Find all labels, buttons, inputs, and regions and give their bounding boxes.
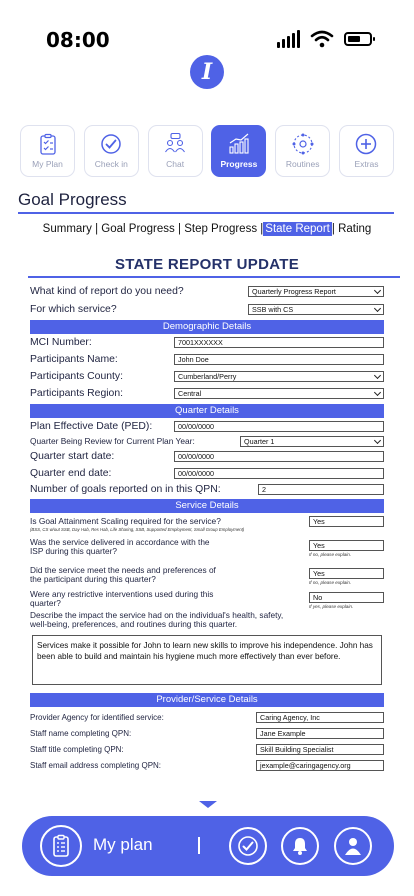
participant-name-row bbox=[30, 351, 384, 368]
tab-chat[interactable] bbox=[148, 125, 203, 177]
staff-title-label: Staff title completing QPN: bbox=[30, 744, 124, 754]
provider-band: Provider/Service Details bbox=[30, 693, 384, 707]
impact-label-line-2: well-being, preferences, and routines during this quarter. bbox=[30, 619, 238, 629]
quarter-review-select[interactable]: Quarter 1 bbox=[240, 436, 384, 447]
tab-check-in[interactable] bbox=[84, 125, 139, 177]
mci-label: MCI Number: bbox=[30, 337, 92, 348]
battery-icon bbox=[344, 32, 372, 46]
service-label: For which service? bbox=[30, 303, 117, 315]
nav-tabs bbox=[20, 125, 394, 177]
gas-row bbox=[30, 513, 384, 537]
quarter-end-field[interactable]: 00/00/0000 bbox=[174, 468, 384, 479]
clipboard-check-icon bbox=[36, 132, 60, 156]
checkmark-circle-icon bbox=[99, 132, 123, 156]
bar-chart-icon bbox=[227, 132, 251, 156]
logo-glyph: I bbox=[201, 59, 213, 85]
status-bar bbox=[0, 0, 414, 60]
participant-name-field[interactable]: John Doe bbox=[174, 354, 384, 365]
tab-extras[interactable] bbox=[339, 125, 394, 177]
tab-label-extras: Extras bbox=[354, 159, 379, 169]
report-kind-row bbox=[30, 283, 384, 300]
scroll-down-arrow-icon[interactable] bbox=[199, 801, 217, 808]
needs-label-line-2: the participant during this quarter? bbox=[30, 574, 156, 584]
tab-label-routines: Routines bbox=[285, 159, 320, 169]
subnav-rating[interactable]: Rating bbox=[338, 223, 372, 235]
needs-label bbox=[30, 566, 216, 584]
restrictive-field-group bbox=[309, 590, 384, 609]
subnav-goal-progress[interactable]: Goal Progress bbox=[101, 223, 175, 235]
isp-label bbox=[30, 538, 210, 556]
signal-icon bbox=[277, 30, 300, 48]
staff-title-field[interactable]: Skill Building Specialist bbox=[256, 744, 384, 755]
mci-row bbox=[30, 334, 384, 351]
heading-divider bbox=[28, 276, 400, 278]
report-kind-select[interactable]: Quarterly Progress Report bbox=[248, 286, 384, 297]
subnav-separator: | bbox=[260, 223, 264, 235]
quarter-start-row bbox=[30, 448, 384, 465]
subnav-summary[interactable]: Summary bbox=[42, 223, 92, 235]
agency-row bbox=[30, 709, 384, 725]
goals-count-field[interactable]: 2 bbox=[258, 484, 384, 495]
ped-field[interactable]: 00/00/0000 bbox=[174, 421, 384, 432]
chat-people-icon bbox=[163, 132, 187, 156]
subnav-separator: | bbox=[95, 223, 99, 235]
isp-label-line-1: Was the service delivered in accordance with the bbox=[30, 537, 210, 547]
tab-label-chat: Chat bbox=[166, 159, 185, 169]
quarter-end-label: Quarter end date: bbox=[30, 467, 112, 479]
quarter-start-label: Quarter start date: bbox=[30, 451, 115, 462]
needs-field-group bbox=[309, 566, 384, 585]
quarter-band: Quarter Details bbox=[30, 404, 384, 418]
quarter-review-label: Quarter Being Review for Current Plan Year: bbox=[30, 436, 195, 446]
report-kind-label: What kind of report do you need? bbox=[30, 286, 184, 297]
impact-textarea[interactable]: Services make it possible for John to learn new skills to improve his independence. John has been able to build and maintain his hygiene much more effectively than ever before. bbox=[32, 635, 382, 685]
status-time: 08:00 bbox=[46, 28, 110, 52]
needs-label-line-1: Did the service meet the needs and preferences of bbox=[30, 565, 216, 575]
app-logo bbox=[190, 55, 224, 89]
staff-title-row bbox=[30, 741, 384, 757]
staff-name-label: Staff name completing QPN: bbox=[30, 728, 132, 738]
subnav-step-progress[interactable]: Step Progress bbox=[184, 223, 258, 235]
restrictive-hint: If yes, please explain. bbox=[309, 604, 354, 609]
staff-name-row bbox=[30, 725, 384, 741]
mci-field[interactable]: 7001XXXXXX bbox=[174, 337, 384, 348]
region-row bbox=[30, 385, 384, 402]
bottom-bar-divider bbox=[198, 837, 200, 854]
checkmark-circle-icon[interactable] bbox=[229, 827, 267, 865]
county-row bbox=[30, 368, 384, 385]
restrictive-row bbox=[30, 589, 384, 609]
restrictive-field[interactable]: No bbox=[309, 592, 384, 603]
county-select[interactable]: Cumberland/Perry bbox=[174, 371, 384, 382]
staff-email-field[interactable]: jexample@caringagency.org bbox=[256, 760, 384, 771]
tab-routines[interactable] bbox=[275, 125, 330, 177]
ped-row bbox=[30, 418, 384, 434]
service-select[interactable]: SSB with CS bbox=[248, 304, 384, 315]
status-icons bbox=[277, 30, 372, 48]
tab-label-my-plan: My Plan bbox=[32, 159, 63, 169]
agency-field[interactable]: Caring Agency, Inc bbox=[256, 712, 384, 723]
agency-label: Provider Agency for identified service: bbox=[30, 712, 164, 722]
region-select[interactable]: Central bbox=[174, 388, 384, 399]
demographic-band: Demographic Details bbox=[30, 320, 384, 334]
state-report-form bbox=[30, 283, 384, 773]
bottom-bar bbox=[22, 816, 394, 876]
needs-hint: If no, please explain. bbox=[309, 580, 352, 585]
impact-label bbox=[30, 609, 384, 635]
tab-label-check-in: Check in bbox=[94, 159, 128, 169]
subnav-state-report[interactable]: State Report bbox=[265, 223, 330, 235]
bell-icon[interactable] bbox=[281, 827, 319, 865]
restrictive-label-line-1: Were any restrictive interventions used during this bbox=[30, 589, 214, 599]
plus-circle-icon bbox=[354, 132, 378, 156]
subnav-separator: | bbox=[178, 223, 181, 235]
gas-field[interactable]: Yes bbox=[309, 516, 384, 527]
gas-label: Is Goal Attainment Scaling required for the service? bbox=[30, 516, 221, 526]
isp-row bbox=[30, 537, 384, 565]
title-divider bbox=[18, 212, 394, 214]
isp-field[interactable]: Yes bbox=[309, 540, 384, 551]
quarter-end-row bbox=[30, 465, 384, 481]
user-icon[interactable] bbox=[334, 827, 372, 865]
tab-my-plan[interactable] bbox=[20, 125, 75, 177]
goals-count-label: Number of goals reported on in this QPN: bbox=[30, 483, 221, 495]
goals-count-row bbox=[30, 481, 384, 497]
ped-label: Plan Effective Date (PED): bbox=[30, 420, 153, 432]
restrictive-label bbox=[30, 590, 213, 608]
staff-email-row bbox=[30, 757, 384, 773]
isp-label-line-2: ISP during this quarter? bbox=[30, 546, 118, 556]
restrictive-label-line-2: quarter? bbox=[30, 598, 61, 608]
tab-label-progress: Progress bbox=[220, 159, 258, 169]
staff-name-field[interactable]: Jane Example bbox=[256, 728, 384, 739]
page-title: Goal Progress bbox=[18, 190, 127, 209]
county-label: Participants County: bbox=[30, 371, 123, 382]
subnav-separator: | bbox=[331, 223, 335, 235]
staff-email-label: Staff email address completing QPN: bbox=[30, 760, 162, 770]
isp-field-group bbox=[309, 538, 384, 557]
isp-hint: If no, please explain. bbox=[309, 552, 352, 557]
sub-navigation bbox=[0, 223, 414, 235]
clipboard-list-icon[interactable] bbox=[40, 825, 82, 867]
needs-field[interactable]: Yes bbox=[309, 568, 384, 579]
routine-cycle-icon bbox=[291, 132, 315, 156]
gas-note: (BSS, CS w/out SSB, Day Hab, Res Hab, Life Sharing, SSB, Supported Employment, Small Group Employment) bbox=[30, 527, 245, 532]
quarter-start-field[interactable]: 00/00/0000 bbox=[174, 451, 384, 462]
region-label: Participants Region: bbox=[30, 388, 123, 399]
service-row bbox=[30, 300, 384, 318]
participant-name-label: Participants Name: bbox=[30, 354, 118, 365]
impact-label-line-1: Describe the impact the service had on the individual's health, safety, bbox=[30, 610, 284, 620]
wifi-icon bbox=[310, 30, 334, 48]
needs-row bbox=[30, 565, 384, 589]
quarter-review-row bbox=[30, 434, 384, 448]
service-details-band: Service Details bbox=[30, 499, 384, 513]
section-heading: STATE REPORT UPDATE bbox=[114, 256, 300, 273]
tab-progress[interactable] bbox=[211, 125, 266, 177]
my-plan-label[interactable]: My plan bbox=[93, 835, 153, 854]
